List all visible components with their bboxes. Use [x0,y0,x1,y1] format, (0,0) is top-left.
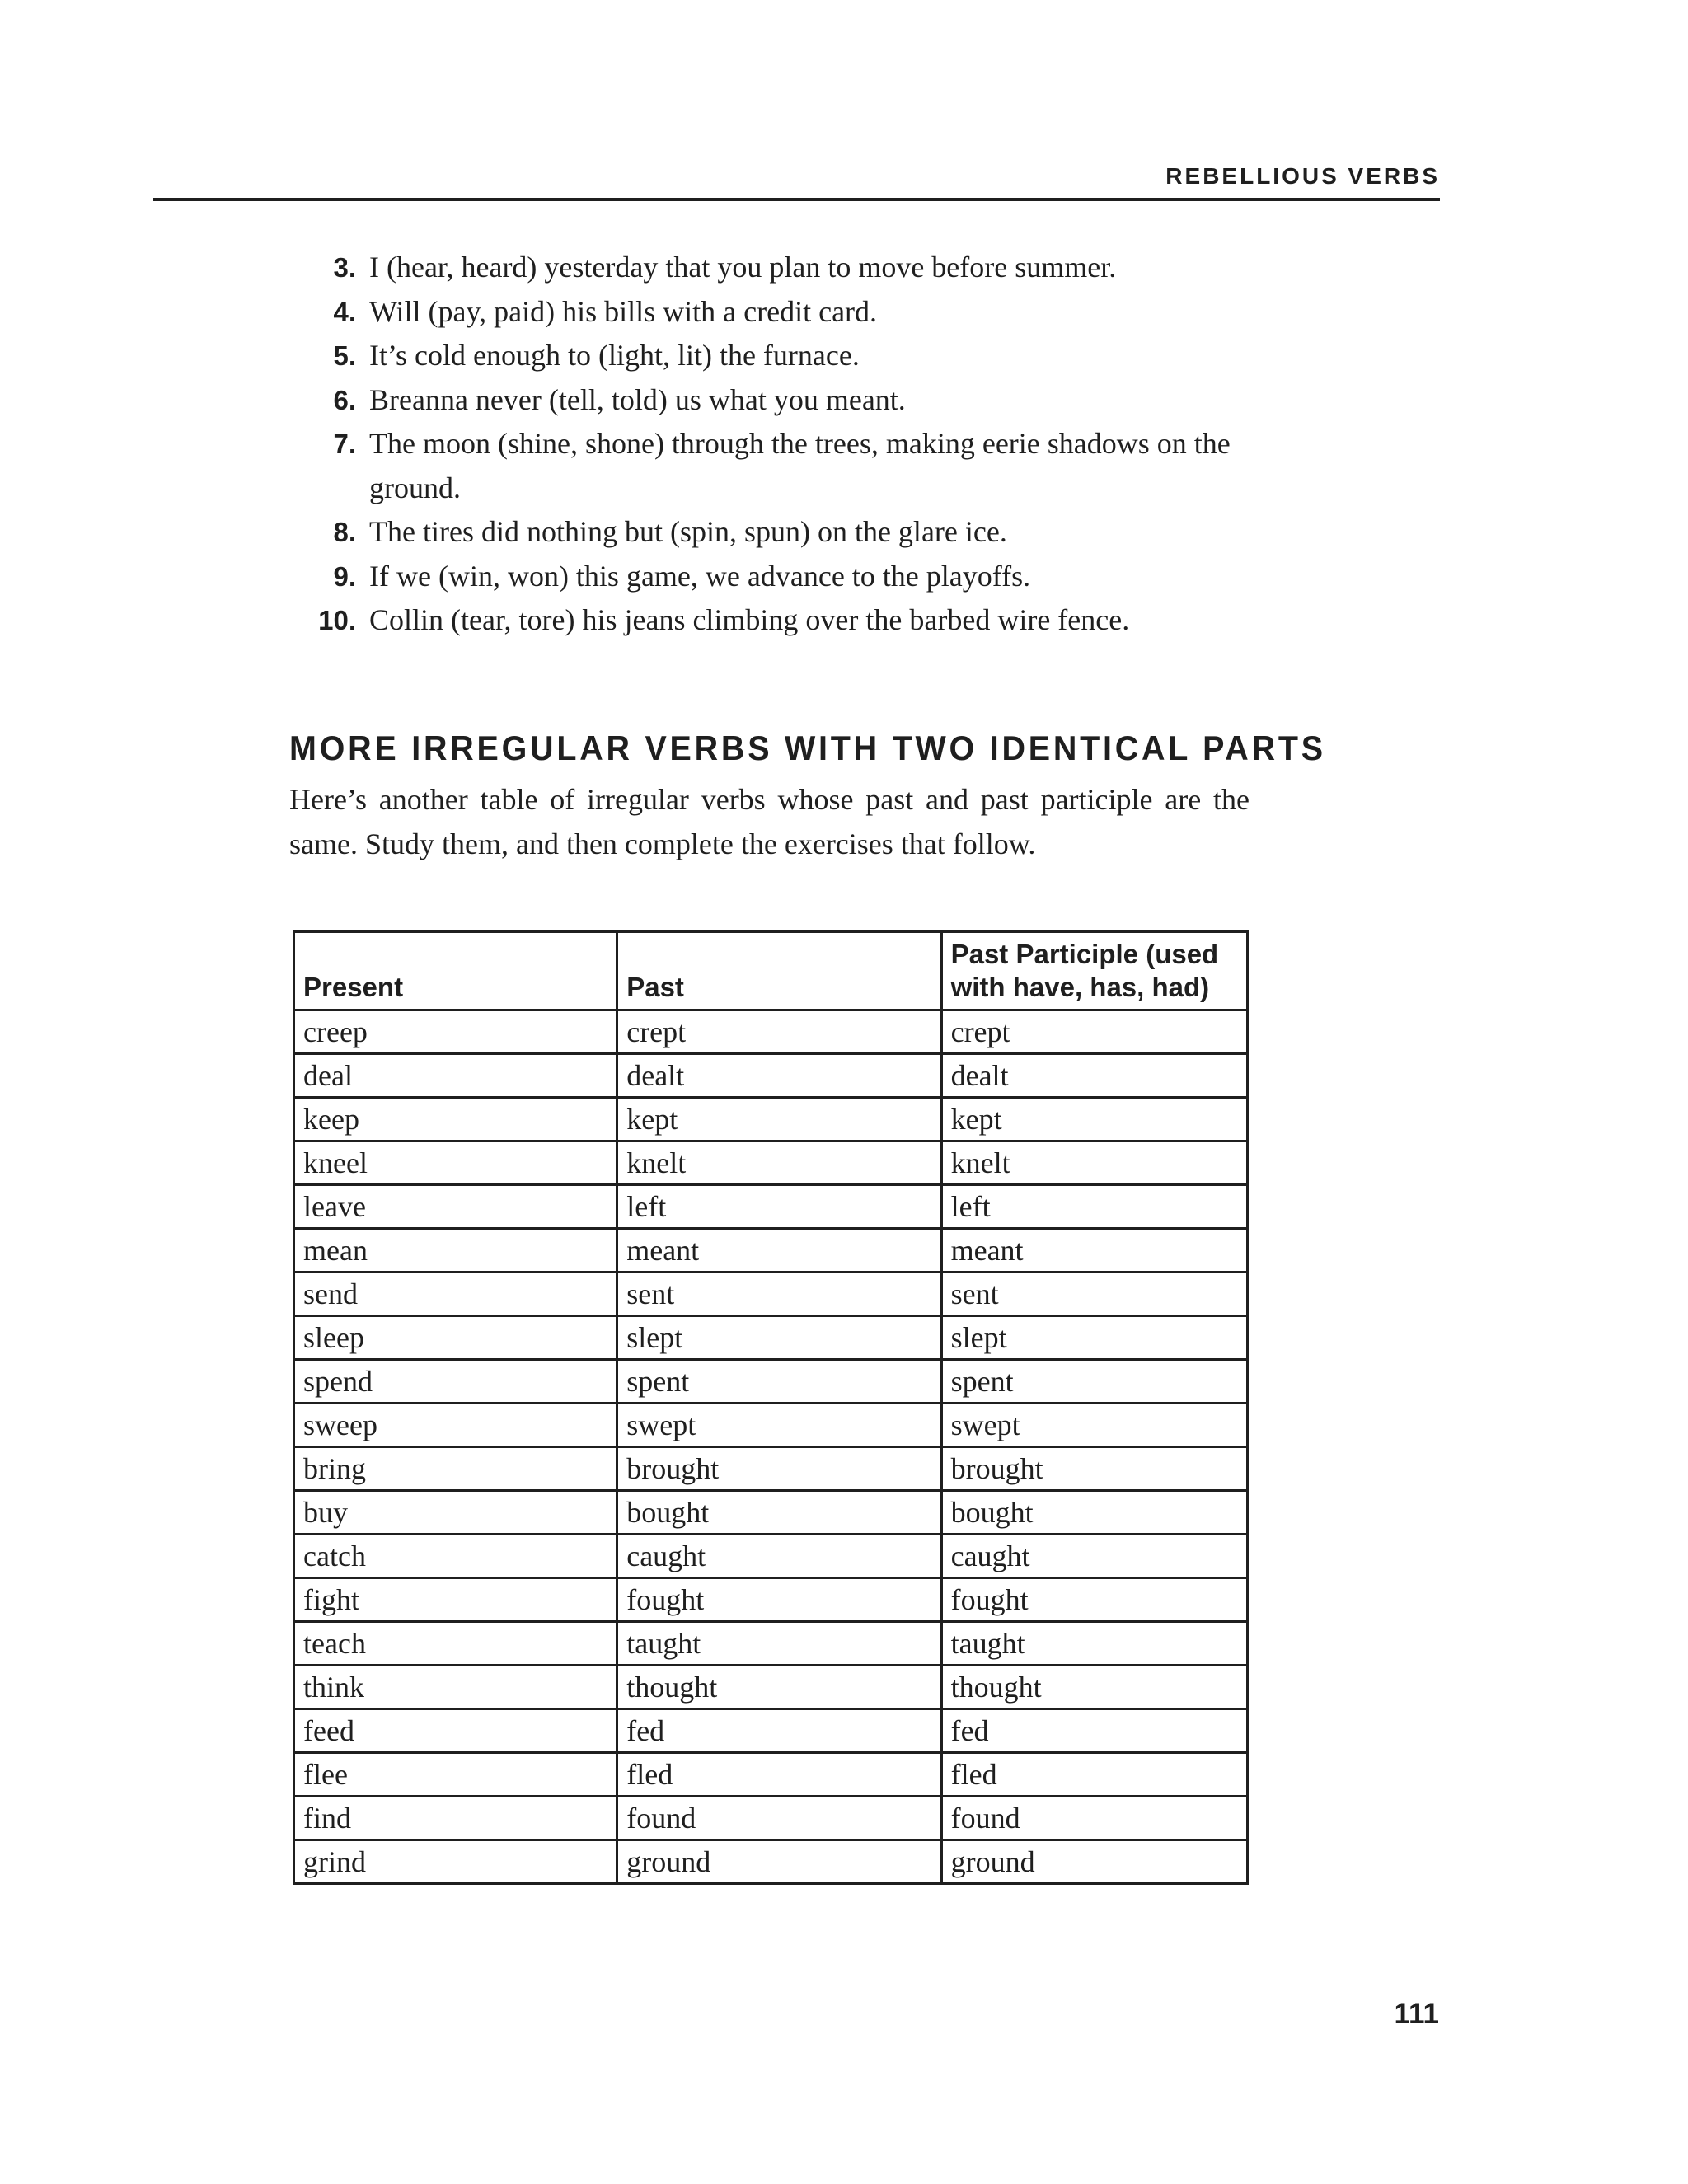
cell-past-participle: crept [941,1010,1247,1054]
cell-present: think [294,1666,617,1709]
exercise-item [305,334,1253,378]
cell-present: creep [294,1010,617,1054]
exercise-number: 6. [333,384,356,415]
exercise-text: It’s cold enough to (light, lit) the furnace. [369,339,860,372]
section-intro: Here’s another table of irregular verbs whose past and past participle are the same. Study them, and then complete the exercises that follow. [289,783,1250,860]
cell-past-participle: fed [941,1709,1247,1753]
exercise-text: Breanna never (tell, told) us what you meant. [369,382,906,416]
cell-present: send [294,1272,617,1316]
cell-past: fought [617,1578,941,1622]
cell-present: deal [294,1054,617,1098]
exercise-item [305,598,1253,643]
cell-past: slept [617,1316,941,1360]
running-head [153,160,1440,201]
cell-past: spent [617,1360,941,1404]
exercise-text: The tires did nothing but (spin, spun) on the glare ice. [369,515,1007,548]
exercise-item [305,422,1253,510]
cell-past: dealt [617,1054,941,1098]
cell-past: swept [617,1404,941,1447]
exercise-number: 10. [318,605,356,635]
table-row [294,1753,1248,1797]
cell-past: taught [617,1622,941,1666]
table-row [294,1491,1248,1535]
irregular-verbs-table [293,930,1249,1885]
table-row [294,1447,1248,1491]
table-row [294,1840,1248,1884]
exercise-item [305,378,1253,423]
cell-present: mean [294,1229,617,1272]
cell-past-participle: bought [941,1491,1247,1535]
cell-past-participle: caught [941,1535,1247,1578]
table-row [294,1098,1248,1141]
cell-present: leave [294,1185,617,1229]
table-row [294,1316,1248,1360]
table-row [294,1622,1248,1666]
cell-past-participle: ground [941,1840,1247,1884]
cell-past-participle: sent [941,1272,1247,1316]
exercise-text: The moon (shine, shone) through the trees, making eerie shadows on the ground. [369,427,1231,504]
cell-past: meant [617,1229,941,1272]
cell-past: thought [617,1666,941,1709]
table-row [294,1666,1248,1709]
cell-present: sleep [294,1316,617,1360]
exercise-text: Will (pay, paid) his bills with a credit card. [369,294,878,328]
exercise-item [305,555,1253,599]
cell-present: find [294,1797,617,1840]
exercise-item [305,290,1253,335]
header-present: Present [294,932,617,1010]
header-past-participle: Past Participle (used with have, has, had) [941,932,1247,1010]
table-row [294,1404,1248,1447]
cell-past: ground [617,1840,941,1884]
table-row [294,1709,1248,1753]
table-row [294,1272,1248,1316]
cell-past-participle: fled [941,1753,1247,1797]
table-header-row [294,932,1248,1010]
cell-present: grind [294,1840,617,1884]
cell-present: buy [294,1491,617,1535]
exercise-number: 5. [333,340,356,371]
cell-past-participle: spent [941,1360,1247,1404]
exercise-number: 7. [333,429,356,459]
cell-present: bring [294,1447,617,1491]
cell-present: feed [294,1709,617,1753]
cell-past: brought [617,1447,941,1491]
cell-past-participle: brought [941,1447,1247,1491]
table-row [294,1229,1248,1272]
cell-present: flee [294,1753,617,1797]
cell-past-participle: knelt [941,1141,1247,1185]
table-row [294,1010,1248,1054]
cell-past: kept [617,1098,941,1141]
cell-past: caught [617,1535,941,1578]
running-head-title: REBELLIOUS VERBS [1165,163,1440,189]
header-past: Past [617,932,941,1010]
table-body [294,1010,1248,1884]
exercise-list [305,246,1253,643]
cell-past: bought [617,1491,941,1535]
cell-past-participle: fought [941,1578,1247,1622]
cell-present: teach [294,1622,617,1666]
exercise-number: 8. [333,517,356,547]
cell-present: sweep [294,1404,617,1447]
cell-present: spend [294,1360,617,1404]
cell-past-participle: taught [941,1622,1247,1666]
page-number: 111 [1394,1998,1439,2030]
exercise-text: I (hear, heard) yesterday that you plan to move before summer. [369,251,1117,284]
cell-past: crept [617,1010,941,1054]
cell-past-participle: left [941,1185,1247,1229]
exercise-number: 9. [333,560,356,592]
cell-past-participle: meant [941,1229,1247,1272]
cell-past-participle: dealt [941,1054,1247,1098]
cell-past-participle: slept [941,1316,1247,1360]
cell-past-participle: found [941,1797,1247,1840]
cell-past-participle: thought [941,1666,1247,1709]
exercise-item [305,246,1253,290]
cell-present: kneel [294,1141,617,1185]
table-row [294,1054,1248,1098]
exercise-number: 4. [333,296,356,327]
exercise-text: Collin (tear, tore) his jeans climbing over the barbed wire fence. [369,603,1130,636]
exercise-text: If we (win, won) this game, we advance to the playoffs. [369,559,1031,593]
cell-past: knelt [617,1141,941,1185]
table-row [294,1141,1248,1185]
table-row [294,1360,1248,1404]
cell-past: fled [617,1753,941,1797]
cell-past: sent [617,1272,941,1316]
cell-past: left [617,1185,941,1229]
exercise-item [305,510,1253,555]
cell-present: fight [294,1578,617,1622]
table-row [294,1578,1248,1622]
cell-past: found [617,1797,941,1840]
cell-present: keep [294,1098,617,1141]
cell-past-participle: kept [941,1098,1247,1141]
table-row [294,1185,1248,1229]
cell-past: fed [617,1709,941,1753]
cell-present: catch [294,1535,617,1578]
table-row [294,1797,1248,1840]
table-row [294,1535,1248,1578]
cell-past-participle: swept [941,1404,1247,1447]
exercise-number: 3. [333,252,356,283]
section-title: MORE IRREGULAR VERBS WITH TWO IDENTICAL PARTS [289,729,1326,767]
